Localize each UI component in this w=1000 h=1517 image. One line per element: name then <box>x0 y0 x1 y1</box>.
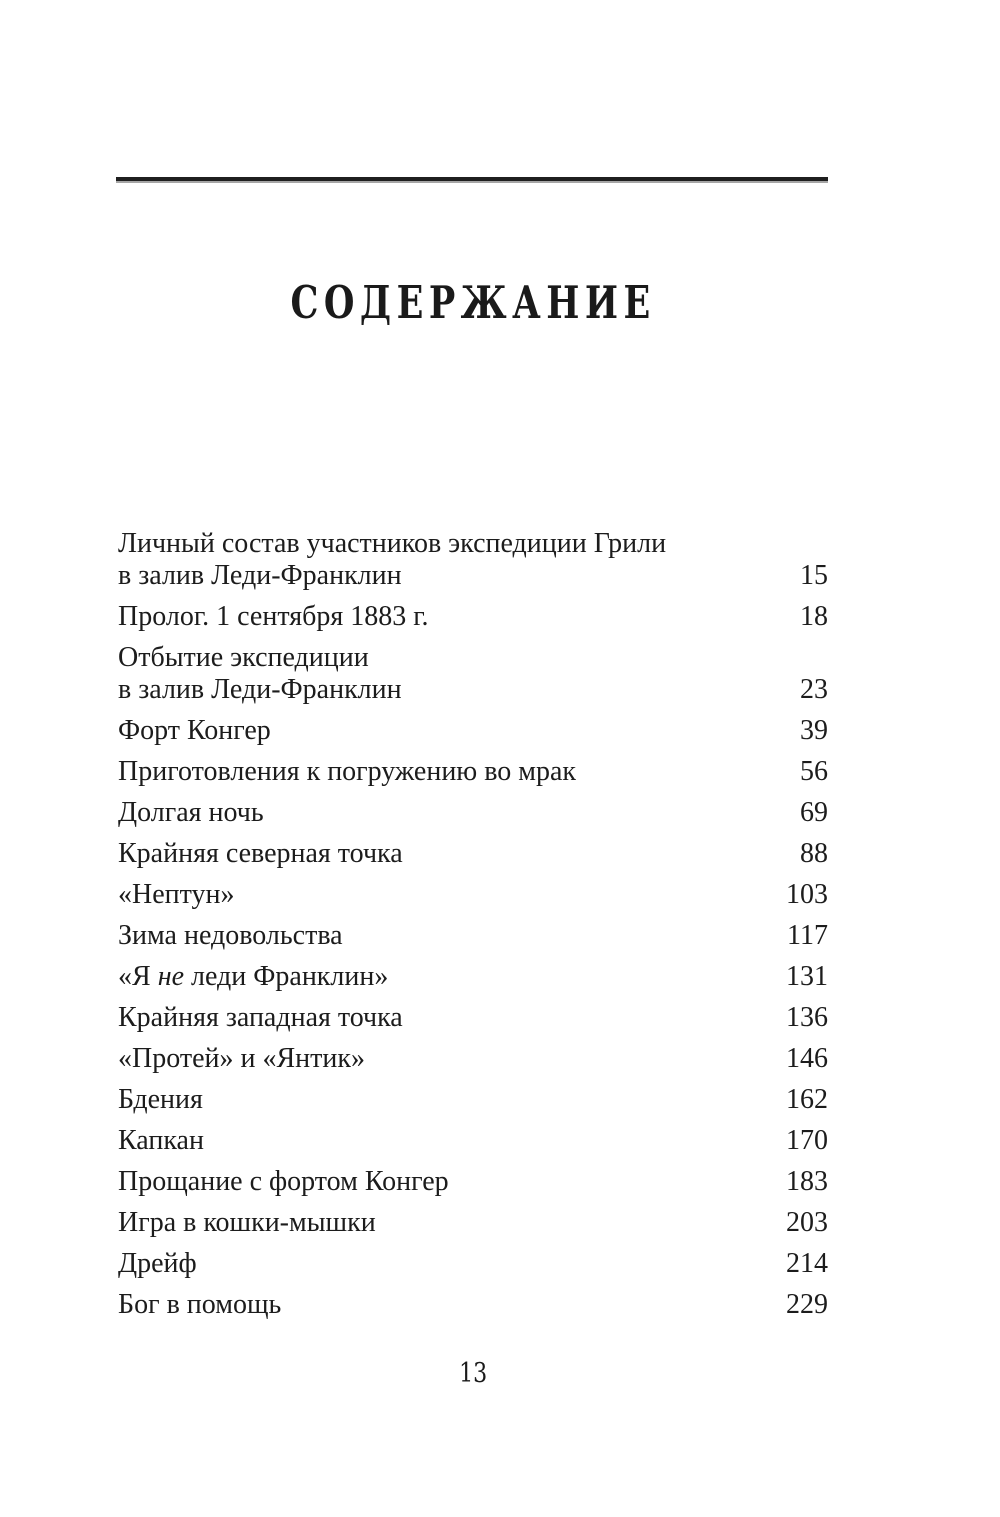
toc-text: Игра в кошки-мышки <box>118 1207 376 1238</box>
toc-entry-title <box>118 1125 766 1157</box>
toc-entry <box>118 797 828 829</box>
toc-entry-line <box>118 961 766 993</box>
toc-entry-title <box>118 961 766 993</box>
page-number-text: 13 <box>458 1358 488 1389</box>
toc-text: в залив Леди-Франклин <box>118 674 402 705</box>
toc-entry-page-number: 203 <box>786 1207 828 1238</box>
toc-text: Пролог. 1 сентября 1883 г. <box>118 601 429 632</box>
toc-entry-page-number: 15 <box>800 560 828 591</box>
toc-entry <box>118 1043 828 1075</box>
toc-entry <box>118 1248 828 1280</box>
toc-text: Зима недовольства <box>118 920 343 951</box>
toc-entry-page-number: 103 <box>786 879 828 910</box>
toc-text: «Протей» и «Янтик» <box>118 1043 365 1074</box>
toc-entry-title <box>118 1166 766 1198</box>
toc-text: Личный состав участников экспедиции Грили <box>118 528 667 559</box>
toc-text: Капкан <box>118 1125 204 1156</box>
toc-entry-title <box>118 1248 766 1280</box>
toc-text: Долгая ночь <box>118 797 264 828</box>
page-title <box>118 276 828 329</box>
toc-entry <box>118 838 828 870</box>
page-title-text: СОДЕРЖАНИЕ <box>290 276 656 329</box>
toc-entry-page-number: 183 <box>786 1166 828 1197</box>
toc-entry-line <box>118 642 780 674</box>
toc-entry-page-number: 136 <box>786 1002 828 1033</box>
toc-entry <box>118 715 828 747</box>
toc-entry-page-number: 88 <box>800 838 828 869</box>
toc-entry-line <box>118 1207 766 1239</box>
toc-entry-page-number: 117 <box>787 920 828 951</box>
toc-entry-line <box>118 715 780 747</box>
toc-entry-page-number: 56 <box>800 756 828 787</box>
toc-text: «Я <box>118 961 158 992</box>
toc-entry <box>118 1289 828 1321</box>
toc-entry <box>118 1084 828 1116</box>
toc-text: в залив Леди-Франклин <box>118 560 402 591</box>
toc-entry-page-number: 131 <box>786 961 828 992</box>
toc-text: Приготовления к погружению во мрак <box>118 756 576 787</box>
toc-entry-page-number: 39 <box>800 715 828 746</box>
toc-entry-line <box>118 879 766 911</box>
toc-entry-line <box>118 1043 766 1075</box>
toc-entry <box>118 1125 828 1157</box>
toc-entry <box>118 961 828 993</box>
toc-entry <box>118 642 828 706</box>
toc-text: Крайняя западная точка <box>118 1002 403 1033</box>
toc-entry-page-number: 229 <box>786 1289 828 1320</box>
toc-entry-line <box>118 560 780 592</box>
toc-text: Бог в помощь <box>118 1289 282 1320</box>
toc-text: «Нептун» <box>118 879 235 910</box>
toc-entry-title <box>118 920 767 952</box>
toc-entry <box>118 1002 828 1034</box>
toc-entry-page-number: 146 <box>786 1043 828 1074</box>
toc-entry-line <box>118 1125 766 1157</box>
toc-entry-title <box>118 756 780 788</box>
toc-entry-title <box>118 1043 766 1075</box>
toc-entry-line <box>118 1002 766 1034</box>
toc-entry <box>118 756 828 788</box>
toc-entry-page-number: 170 <box>786 1125 828 1156</box>
toc-entry-title <box>118 1002 766 1034</box>
header-rule <box>116 177 828 183</box>
toc-entry <box>118 528 828 592</box>
toc-text: Крайняя северная точка <box>118 838 403 869</box>
header-rule-thin-line <box>116 181 828 183</box>
toc-entry-page-number: 214 <box>786 1248 828 1279</box>
toc-entry-title <box>118 838 780 870</box>
toc-entry-title <box>118 601 780 633</box>
toc-entry-line <box>118 756 780 788</box>
toc-text: Прощание с фортом Конгер <box>118 1166 449 1197</box>
toc-entry-title <box>118 1084 766 1116</box>
toc-text: Дрейф <box>118 1248 197 1279</box>
toc-text: леди Франклин» <box>184 961 389 992</box>
toc-entry-line <box>118 674 780 706</box>
toc-entry-title <box>118 1289 766 1321</box>
toc-entry-line <box>118 797 780 829</box>
toc-entry-title <box>118 642 780 706</box>
toc-entry-title <box>118 879 766 911</box>
toc-list <box>118 528 828 1330</box>
toc-entry-line <box>118 1084 766 1116</box>
toc-text-italic: не <box>157 961 185 992</box>
toc-text: Отбытие экспедиции <box>118 642 369 673</box>
toc-entry-line <box>118 1289 766 1321</box>
toc-entry-line <box>118 601 780 633</box>
toc-text: Форт Конгер <box>118 715 271 746</box>
toc-entry-title <box>118 1207 766 1239</box>
toc-entry-page-number: 162 <box>786 1084 828 1115</box>
toc-text: Бдения <box>118 1084 203 1115</box>
page-number <box>118 1358 828 1390</box>
toc-entry <box>118 601 828 633</box>
toc-entry-line <box>118 1248 766 1280</box>
toc-entry-page-number: 69 <box>800 797 828 828</box>
toc-entry-line <box>118 528 780 560</box>
toc-entry-title <box>118 528 780 592</box>
toc-entry <box>118 1207 828 1239</box>
toc-entry-page-number: 18 <box>800 601 828 632</box>
toc-entry-line <box>118 920 767 952</box>
toc-entry <box>118 1166 828 1198</box>
toc-entry-page-number: 23 <box>800 674 828 705</box>
toc-entry-line <box>118 1166 766 1198</box>
toc-entry <box>118 879 828 911</box>
toc-entry <box>118 920 828 952</box>
toc-entry-title <box>118 715 780 747</box>
toc-entry-title <box>118 797 780 829</box>
toc-entry-line <box>118 838 780 870</box>
